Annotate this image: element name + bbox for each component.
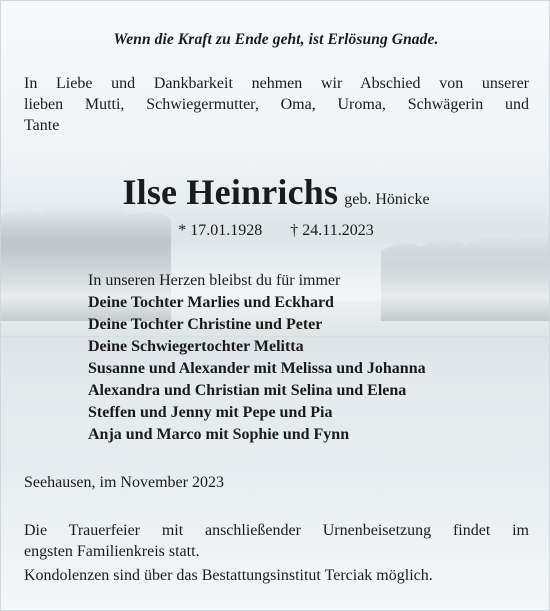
- mourner-entry: Alexandra und Christian mit Selina und Elena: [88, 382, 407, 399]
- death-date: † 24.11.2023: [290, 222, 374, 239]
- intro-text: [24, 73, 529, 136]
- deceased-name-line: [1, 171, 550, 213]
- mourners-list: [88, 270, 528, 446]
- intro-line: In Liebe und Dankbarkeit nehmen wir Abschied von unserer: [24, 75, 529, 92]
- mourner-entry: Steffen und Jenny mit Pepe und Pia: [88, 404, 333, 421]
- mourner-entry: Deine Schwiegertochter Melitta: [88, 338, 304, 355]
- mourner-entry: Susanne und Alexander mit Melissa und Johanna: [88, 360, 426, 377]
- birth-name: geb. Hönicke: [344, 191, 430, 208]
- mourner-entry: Anja und Marco mit Sophie und Fynn: [88, 426, 350, 443]
- motto: Wenn die Kraft zu Ende geht, ist Erlösung Gnade.: [113, 31, 439, 48]
- ceremony-line: engsten Familienkreis statt.: [24, 543, 200, 560]
- ceremony-line: Die Trauerfeier mit anschließender Urnenbeisetzung findet im: [24, 522, 529, 539]
- mourner-entry: Deine Tochter Marlies und Eckhard: [88, 294, 334, 311]
- mourners-lead: In unseren Herzen bleibst du für immer: [88, 272, 341, 289]
- intro-line: lieben Mutti, Schwiegermutter, Oma, Uroma, Schwägerin und: [24, 96, 529, 113]
- ceremony-text: [24, 520, 529, 562]
- intro-line: Tante: [24, 117, 60, 134]
- birth-date: * 17.01.1928: [178, 222, 263, 239]
- deceased-name: Ilse Heinrichs: [122, 172, 339, 212]
- condolence-note: Kondolenzen sind über das Bestattungsinstitut Terciak möglich.: [24, 567, 433, 584]
- mourner-entry: Deine Tochter Christine und Peter: [88, 316, 323, 333]
- place-date: Seehausen, im November 2023: [24, 474, 224, 491]
- life-dates: [1, 222, 550, 240]
